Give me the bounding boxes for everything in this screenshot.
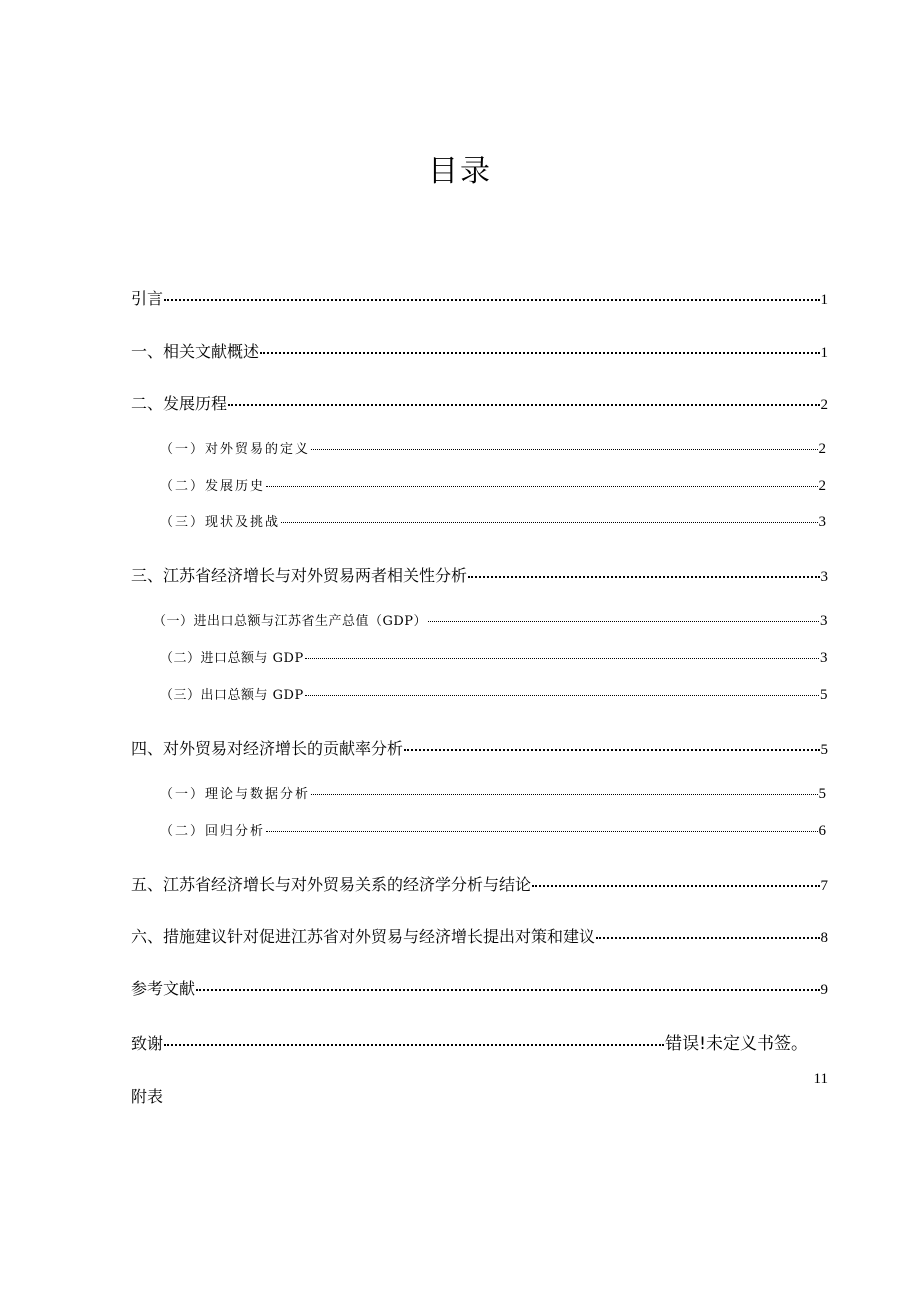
toc-subentry[interactable] xyxy=(160,783,828,803)
toc-entry[interactable] xyxy=(131,391,828,414)
dot-leader xyxy=(532,874,819,890)
toc-entry-label: 三、江苏省经济增长与对外贸易两者相关性分析 xyxy=(131,566,468,585)
toc-entry-page: 1 xyxy=(820,292,828,308)
toc-entry-page: 8 xyxy=(820,930,828,946)
toc-entry-page: 5 xyxy=(820,687,828,703)
toc-entry[interactable] xyxy=(131,872,828,895)
toc-entry[interactable] xyxy=(131,976,828,999)
dot-leader xyxy=(228,393,819,409)
dot-leader xyxy=(164,1033,664,1049)
toc-entry-page: 2 xyxy=(820,397,828,413)
toc-entry-page: 3 xyxy=(818,514,828,530)
toc-entry-label: 五、江苏省经济增长与对外贸易关系的经济学分析与结论 xyxy=(131,875,532,894)
toc-entry-label: 致谢 xyxy=(131,1034,164,1053)
toc-entry-page: 3 xyxy=(820,569,828,585)
toc-entry-label[interactable]: 附表 xyxy=(131,1087,164,1106)
toc-entry-label: 二、发展历程 xyxy=(131,394,228,413)
toc-entry[interactable] xyxy=(131,286,828,309)
toc-entry-label: （一）理论与数据分析 xyxy=(160,787,311,802)
dot-leader xyxy=(311,785,817,798)
toc-entry-page: 2 xyxy=(818,478,828,494)
toc-entry-label: （二）发展历史 xyxy=(160,479,266,494)
toc-entry-label: （二）进口总额与 GDP xyxy=(160,651,304,666)
toc-subentry[interactable] xyxy=(153,610,828,630)
dot-leader xyxy=(404,738,819,754)
dot-leader xyxy=(266,822,817,835)
dot-leader xyxy=(281,513,817,526)
toc-entry-page: 6 xyxy=(818,823,828,839)
toc-subentry[interactable] xyxy=(160,647,828,667)
dot-leader xyxy=(164,288,819,304)
toc-subentry[interactable] xyxy=(160,438,828,458)
toc-entry-label: （三）出口总额与 GDP xyxy=(160,688,304,703)
toc-subentry[interactable] xyxy=(160,475,828,495)
toc-entry[interactable] xyxy=(131,563,828,586)
dot-leader xyxy=(468,565,819,581)
toc-title: 目录 xyxy=(428,154,492,189)
toc-entry-label: 四、对外贸易对经济增长的贡献率分析 xyxy=(131,739,404,758)
toc-entry[interactable] xyxy=(131,736,828,759)
toc-entry-label: （二）回归分析 xyxy=(160,824,266,839)
toc-entry-page: 1 xyxy=(820,345,828,361)
toc-entry-page: 5 xyxy=(820,742,828,758)
dot-leader xyxy=(305,686,819,699)
toc-entry-label: 一、相关文献概述 xyxy=(131,342,260,361)
toc-entry[interactable] xyxy=(131,1029,808,1054)
toc-entry[interactable] xyxy=(131,924,828,947)
toc-subentry[interactable] xyxy=(160,820,828,840)
toc-entry[interactable] xyxy=(131,339,828,362)
toc-entry-label: 参考文献 xyxy=(131,979,196,998)
toc-entry-label: 引言 xyxy=(131,289,164,308)
dot-leader xyxy=(428,612,819,625)
toc-entry-page: 5 xyxy=(818,786,828,802)
dot-leader xyxy=(305,649,819,662)
toc-entry-label: （三）现状及挑战 xyxy=(160,515,281,530)
toc-entry-label: 六、措施建议针对促进江苏省对外贸易与经济增长提出对策和建议 xyxy=(131,927,596,946)
toc-entry-page-error: 错误!未定义书签。 xyxy=(665,1034,808,1054)
toc-entry-page: 2 xyxy=(818,441,828,457)
dot-leader xyxy=(311,440,817,453)
toc-subentry[interactable] xyxy=(160,511,828,531)
toc-entry-page: 3 xyxy=(820,613,828,629)
toc-subentry[interactable] xyxy=(160,684,828,704)
toc-entry-page: 11 xyxy=(813,1071,828,1087)
dot-leader xyxy=(196,978,819,994)
toc-entry-label: （一）进出口总额与江苏省生产总值（GDP） xyxy=(153,614,428,629)
toc-entry-page: 9 xyxy=(820,982,828,998)
toc-entry-page: 3 xyxy=(820,650,828,666)
toc-entry-page: 7 xyxy=(820,878,828,894)
toc-entry-label: （一）对外贸易的定义 xyxy=(160,442,311,457)
dot-leader xyxy=(266,477,817,490)
dot-leader xyxy=(596,926,819,942)
dot-leader xyxy=(260,341,819,357)
